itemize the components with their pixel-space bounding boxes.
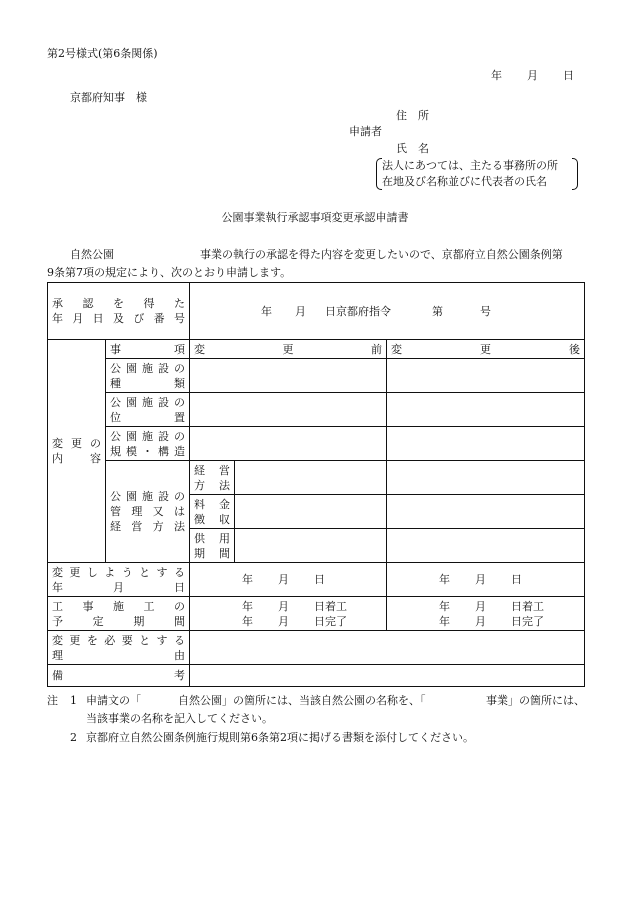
label-char: 考 xyxy=(174,669,185,682)
name-label: 氏 名 xyxy=(396,142,429,155)
label-char: 更 xyxy=(480,342,491,356)
change-date-row xyxy=(48,563,585,597)
note1-line2: 当該事業の名称を記入してください。 xyxy=(86,712,273,725)
body-line2: 9条第7項の規定により、次のとおり申請します。 xyxy=(47,266,292,279)
label-char: と xyxy=(139,633,151,647)
label-char: す xyxy=(156,565,168,579)
label-char: 構 xyxy=(158,444,169,458)
label-char: の xyxy=(174,395,185,409)
label-char: ・ xyxy=(142,444,153,458)
approval-value-cell[interactable] xyxy=(190,283,585,340)
form-number: 第2号様式(第6条関係) xyxy=(47,47,158,60)
label-char: 変 xyxy=(52,633,63,647)
label-char: 要 xyxy=(121,633,133,647)
label-char: 得 xyxy=(143,297,155,310)
label-char: 変 xyxy=(194,342,205,356)
fee-collection-sub-label xyxy=(190,495,235,529)
change-label-line1 xyxy=(52,436,101,451)
label-char: 営 xyxy=(219,463,230,477)
label-char: 号 xyxy=(173,312,185,325)
management-method-after[interactable] xyxy=(387,461,585,495)
label-char: 期 xyxy=(133,614,145,628)
label-char: の xyxy=(174,490,185,503)
label-char: は xyxy=(173,505,185,518)
label-char: の xyxy=(174,429,185,443)
label-char: 方 xyxy=(152,520,164,533)
approval-row xyxy=(48,283,585,340)
label-char: 日 xyxy=(174,580,185,594)
facility-type-after[interactable] xyxy=(387,359,585,393)
label-char: し xyxy=(86,565,98,579)
label-char: 設 xyxy=(158,429,169,443)
label-char: 園 xyxy=(126,361,137,375)
after-header-cell xyxy=(387,340,585,359)
label-char: 営 xyxy=(131,520,143,533)
fee-collection-before[interactable] xyxy=(235,495,387,529)
management-method-row xyxy=(48,461,585,495)
label-char: の xyxy=(174,599,185,613)
change-header-row xyxy=(48,340,585,359)
label-char: 園 xyxy=(126,429,137,443)
change-label-line2 xyxy=(52,451,101,466)
label-char: 前 xyxy=(371,342,382,356)
body-line1: 事業の執行の承認を得た内容を変更したいので、京都府立自然公園条例第 xyxy=(200,248,563,261)
remarks-label xyxy=(48,665,190,687)
approval-month: 月 xyxy=(295,304,306,318)
facility-location-before[interactable] xyxy=(190,393,387,427)
facility-location-row xyxy=(48,393,585,427)
label-char: 置 xyxy=(174,410,185,424)
label-char: 内 xyxy=(52,452,63,465)
note-label: 注 xyxy=(47,694,58,707)
label-char: 定 xyxy=(92,614,104,628)
label-char: 又 xyxy=(152,505,164,518)
label-char: う xyxy=(121,565,133,579)
label-char: 種 xyxy=(110,376,121,390)
label-char: 月 xyxy=(113,580,124,594)
corporation-note-line1: 法人にあつては、主たる事務所の所 xyxy=(382,159,558,172)
approval-year: 年 xyxy=(261,304,272,318)
applicant-label: 申請者 xyxy=(349,125,382,138)
label-char: 事 xyxy=(82,599,94,613)
label-char: 徴 xyxy=(194,512,205,526)
label-char: 公 xyxy=(110,395,121,409)
note2-number: 2 xyxy=(70,731,77,744)
label-char: 年 xyxy=(52,580,63,594)
label-char: 理 xyxy=(131,505,143,518)
label-char: 供 xyxy=(194,531,205,545)
service-period-sub-label xyxy=(190,529,235,563)
facility-type-label xyxy=(106,359,190,393)
before-header-cell xyxy=(190,340,387,359)
facility-scale-before[interactable] xyxy=(190,427,387,461)
label-char: 認 xyxy=(82,297,94,310)
label-char: 公 xyxy=(110,429,121,443)
note1-park: 自然公園」の箇所には、当該自然公園の名称を、「 xyxy=(178,694,426,707)
approval-day-directive: 日京都府指令 xyxy=(325,304,391,318)
label-char: 施 xyxy=(142,395,153,409)
label-char: 模 xyxy=(126,444,137,458)
label-char: る xyxy=(173,565,185,579)
note2-text: 京都府立自然公園条例施行規則第6条第2項に掲げる書類を添付してください。 xyxy=(86,731,474,744)
note1-part-b: 事業」の箇所には、 xyxy=(486,694,585,707)
label-char: 年 xyxy=(52,312,63,325)
label-char: 承 xyxy=(52,297,63,310)
label-char: 経 xyxy=(194,463,205,477)
remarks-row xyxy=(48,665,585,687)
label-char: た xyxy=(174,297,185,310)
change-date-label xyxy=(48,563,190,597)
label-char: 施 xyxy=(142,490,153,503)
label-char: を xyxy=(86,633,98,647)
label-char: 経 xyxy=(110,520,121,533)
label-char: 造 xyxy=(174,444,185,458)
label-char: 収 xyxy=(219,512,230,526)
label-char: 更 xyxy=(69,565,81,579)
reason-label xyxy=(48,631,190,665)
management-method-before[interactable] xyxy=(235,461,387,495)
fee-collection-after[interactable] xyxy=(387,495,585,529)
label-char: 更 xyxy=(282,342,294,356)
approval-dai: 第 xyxy=(432,304,443,318)
label-char: す xyxy=(156,633,168,647)
label-char: 位 xyxy=(110,410,121,424)
label-char: 月 xyxy=(72,312,84,325)
facility-scale-label xyxy=(106,427,190,461)
label-char: の xyxy=(174,361,185,375)
label-char: 後 xyxy=(569,342,580,356)
label-char: 園 xyxy=(126,395,137,409)
label-char: 園 xyxy=(126,490,137,503)
reason-row xyxy=(48,631,585,665)
label-char: 設 xyxy=(158,361,169,375)
change-content-label-cell xyxy=(48,340,106,563)
approval-go: 号 xyxy=(480,304,491,318)
service-period-after[interactable] xyxy=(387,529,585,563)
label-char: 予 xyxy=(52,614,63,628)
label-char: 項 xyxy=(174,342,185,356)
remarks-value[interactable] xyxy=(190,665,585,687)
label-char: 類 xyxy=(174,376,185,390)
label-char: 工 xyxy=(52,599,63,613)
facility-scale-after[interactable] xyxy=(387,427,585,461)
change-date-before[interactable]: 年 月 日 xyxy=(190,563,387,597)
facility-type-row xyxy=(48,359,585,393)
label-char: 間 xyxy=(219,546,230,560)
label-char: 工 xyxy=(143,599,155,613)
construction-period-before[interactable]: 年 月 日着工 年 月 日完了 xyxy=(190,597,387,631)
label-char: 必 xyxy=(104,633,116,647)
label-char: 設 xyxy=(158,490,169,503)
label-char: 番 xyxy=(153,312,165,325)
label-char: 施 xyxy=(142,361,153,375)
approval-label-line1 xyxy=(52,296,185,311)
label-char: 金 xyxy=(219,497,230,511)
label-char: 料 xyxy=(194,497,205,511)
addressee: 京都府知事 様 xyxy=(70,91,147,104)
label-char: 法 xyxy=(219,478,230,492)
label-char: 設 xyxy=(158,395,169,409)
approval-label-line2 xyxy=(52,311,185,326)
label-char: の xyxy=(90,437,101,450)
change-date-after[interactable]: 年 月 日 xyxy=(387,563,585,597)
document-title: 公園事業執行承認事項変更承認申請書 xyxy=(221,211,409,224)
label-char: 方 xyxy=(194,478,205,492)
label-char: と xyxy=(139,565,151,579)
construction-period-row xyxy=(48,597,585,631)
label-char: 更 xyxy=(71,437,82,450)
label-char: 由 xyxy=(174,648,185,662)
corporation-note-bracket xyxy=(376,158,578,190)
label-char: 容 xyxy=(90,452,101,465)
management-label-cell xyxy=(106,461,190,563)
facility-type-before[interactable] xyxy=(190,359,387,393)
label-char: 期 xyxy=(194,546,205,560)
construction-period-label xyxy=(48,597,190,631)
item-header-cell xyxy=(106,340,190,359)
park-label: 自然公園 xyxy=(70,248,114,261)
date-day-label: 日 xyxy=(563,69,574,82)
facility-location-after[interactable] xyxy=(387,393,585,427)
label-char: 管 xyxy=(110,505,121,518)
label-char: 公 xyxy=(110,361,121,375)
label-char: 備 xyxy=(52,669,63,682)
label-char: 及 xyxy=(112,312,124,325)
label-char: 理 xyxy=(52,648,63,662)
note1-part-a: 申請文の「 xyxy=(86,694,141,707)
facility-location-label xyxy=(106,393,190,427)
label-char: 用 xyxy=(219,531,230,545)
label-char: 変 xyxy=(52,565,63,579)
date-year-label: 年 xyxy=(491,69,502,82)
label-char: 公 xyxy=(110,490,121,503)
label-char: を xyxy=(113,297,124,310)
label-char: 更 xyxy=(69,633,81,647)
label-char: 事 xyxy=(110,342,121,356)
label-char: 日 xyxy=(92,312,104,325)
label-char: 変 xyxy=(52,437,63,450)
note1-number: 1 xyxy=(70,694,77,707)
facility-scale-row xyxy=(48,427,585,461)
application-table xyxy=(47,282,585,687)
approval-label-cell xyxy=(48,283,190,340)
service-period-before[interactable] xyxy=(235,529,387,563)
label-char: る xyxy=(173,633,185,647)
label-char: 施 xyxy=(142,429,153,443)
label-char: 間 xyxy=(173,614,185,628)
label-char: び xyxy=(133,312,145,325)
label-char: よ xyxy=(104,565,116,579)
right-bracket xyxy=(572,158,578,190)
label-char: 施 xyxy=(113,599,124,613)
label-char: 規 xyxy=(110,444,121,458)
label-char: 法 xyxy=(173,520,185,533)
reason-value[interactable] xyxy=(190,631,585,665)
date-month-label: 月 xyxy=(527,69,538,82)
label-char: 変 xyxy=(391,342,402,356)
construction-period-after[interactable]: 年 月 日着工 年 月 日完了 xyxy=(387,597,585,631)
address-label: 住 所 xyxy=(396,109,429,122)
management-method-sub-label xyxy=(190,461,235,495)
corporation-note-line2: 在地及び名称並びに代表者の氏名 xyxy=(382,175,547,188)
